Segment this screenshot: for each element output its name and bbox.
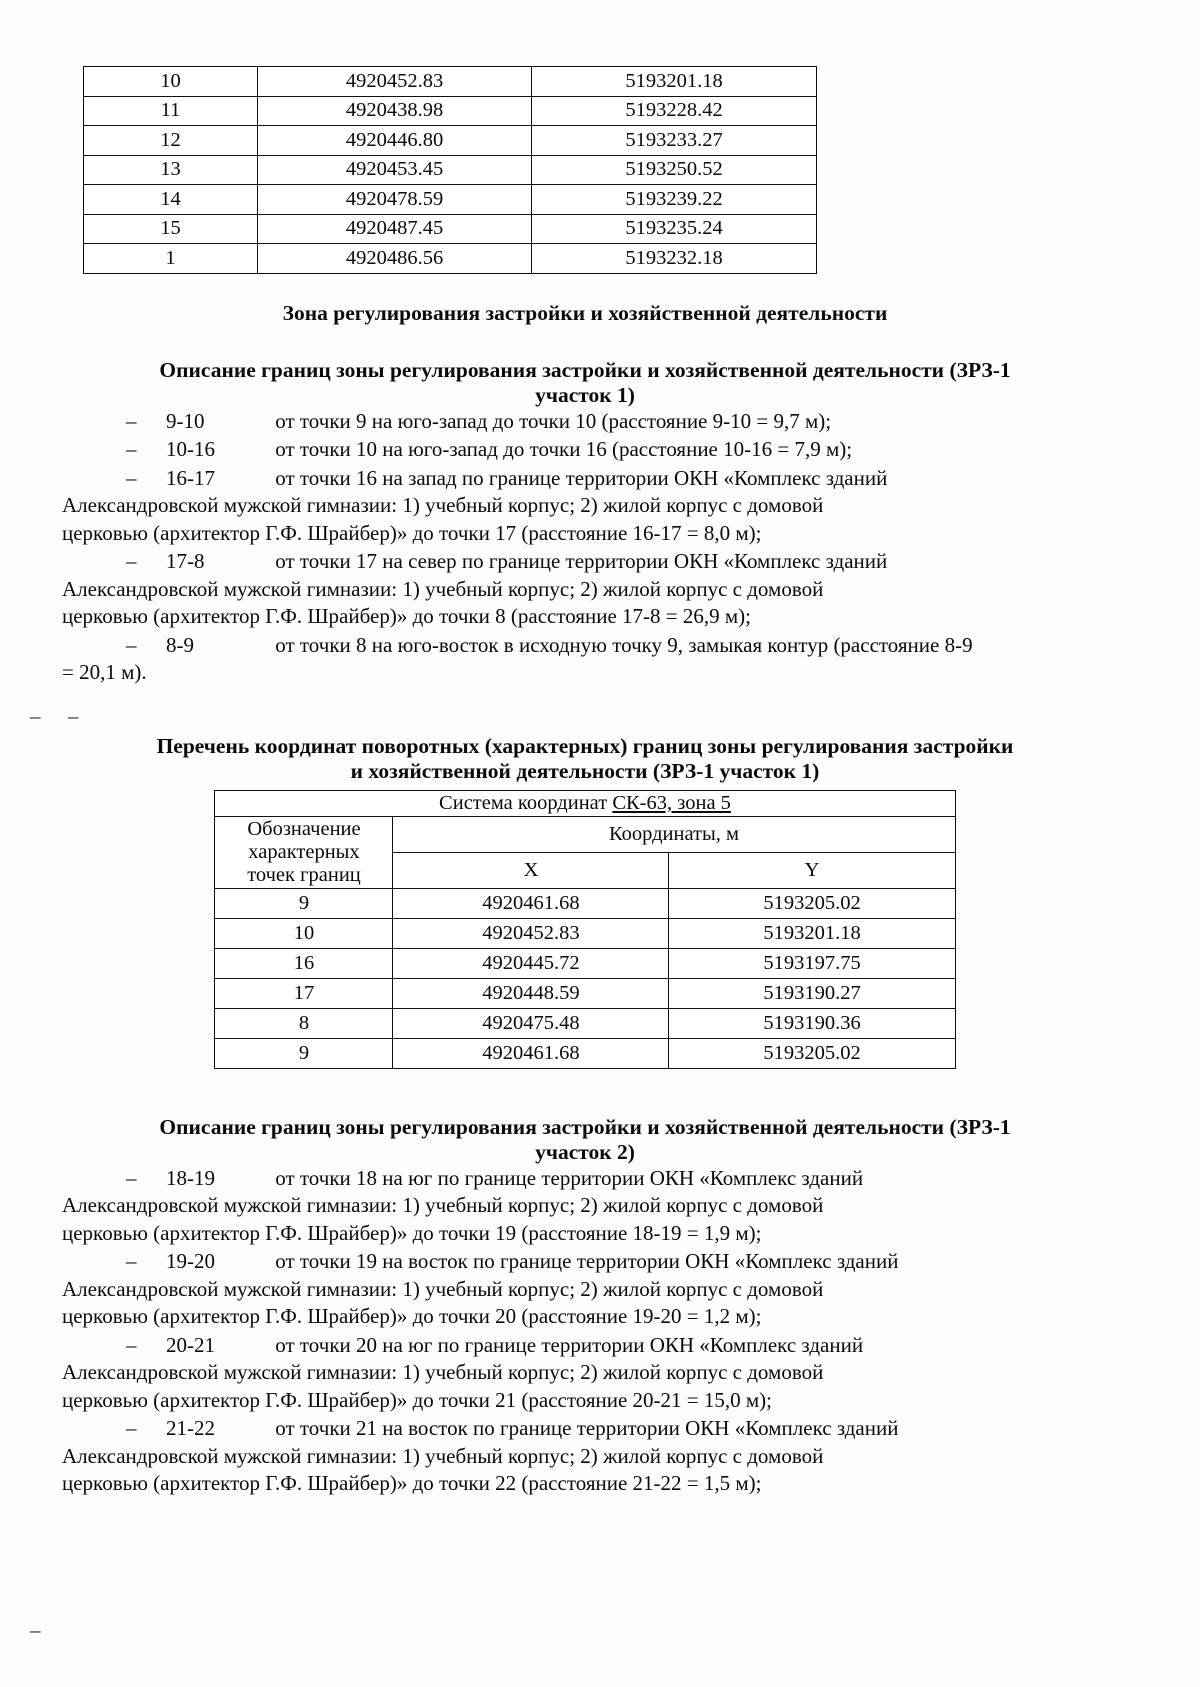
segment-text-line2: Александровской мужской гимназии: 1) учебный корпус; 2) жилой корпус с домовой [62, 576, 824, 601]
cell-point: 9 [215, 1038, 393, 1068]
header-x: X [393, 852, 669, 888]
segment-code: 9-10 [166, 408, 205, 433]
segment-text-line2: Александровской мужской гимназии: 1) учебный корпус; 2) жилой корпус с домовой [62, 493, 824, 518]
list-item [62, 632, 1050, 687]
segment-text-line3: церковью (архитектор Г.Ф. Шрайбер)» до точки 19 (расстояние 18-19 = 1,9 м); [62, 1220, 762, 1245]
table-header-row-system [215, 790, 955, 816]
system-value: СК-63, зона 5 [612, 791, 731, 814]
cell-point: 12 [84, 126, 258, 156]
list-bullet-dash: – [126, 437, 137, 462]
list-bullet-dash: – [126, 1332, 137, 1357]
segment-text-line1: от точки 21 на восток по границе территории ОКН «Комплекс зданий [275, 1416, 899, 1441]
list-item [62, 1248, 1050, 1331]
segment-code: 18-19 [166, 1165, 215, 1190]
heading-zrz1-plot1-line1: Описание границ зоны регулирования застройки и хозяйственной деятельности (ЗРЗ-1 [159, 357, 1011, 382]
margin-dash-artifact-bottom: – [30, 1618, 41, 1642]
segment-text-line3: церковью (архитектор Г.Ф. Шрайбер)» до точки 22 (расстояние 21-22 = 1,5 м); [62, 1471, 762, 1496]
heading-zrz1-plot2-line1: Описание границ зоны регулирования застройки и хозяйственной деятельности (ЗРЗ-1 [159, 1114, 1011, 1139]
cell-x: 4920438.98 [258, 96, 532, 126]
cell-x: 4920475.48 [393, 1008, 669, 1038]
segment-text: от точки 10 на юго-запад до точки 16 (расстояние 10-16 = 7,9 м); [275, 437, 853, 462]
margin-dash-artifact-left: – [30, 704, 41, 728]
cell-x: 4920486.56 [258, 244, 532, 274]
cell-point: 10 [84, 67, 258, 97]
document-body [62, 300, 1050, 1499]
segment-code: 17-8 [166, 549, 205, 574]
table-row [215, 1008, 955, 1038]
list-bullet-dash: – [126, 549, 137, 574]
cell-point: 10 [215, 918, 393, 948]
cell-y: 5193190.36 [669, 1008, 955, 1038]
cell-point: 14 [84, 185, 258, 215]
segment-text-line2: Александровской мужской гимназии: 1) учебный корпус; 2) жилой корпус с домовой [62, 1276, 824, 1301]
cell-point: 16 [215, 948, 393, 978]
header-designation-line1: Обозначение [247, 817, 361, 840]
list-bullet-dash: – [126, 1249, 137, 1274]
segment-text-line1: от точки 17 на север по границе территории ОКН «Комплекс зданий [275, 549, 888, 574]
table-body [84, 67, 817, 274]
segment-text-line2: Александровской мужской гимназии: 1) учебный корпус; 2) жилой корпус с домовой [62, 1360, 824, 1385]
segment-text-line3: церковью (архитектор Г.Ф. Шрайбер)» до точки 8 (расстояние 17-8 = 26,9 м); [62, 604, 751, 629]
cell-point: 15 [84, 214, 258, 244]
table-row [215, 918, 955, 948]
heading-coords-line1: Перечень координат поворотных (характерных) границ зоны регулирования застройки [156, 733, 1014, 758]
coordinates-table-zrz1-plot1 [214, 790, 955, 1069]
segment-text-line2: Александровской мужской гимназии: 1) учебный корпус; 2) жилой корпус с домовой [62, 1193, 824, 1218]
table-row [84, 155, 817, 185]
table-header-row-groups [215, 816, 955, 852]
segment-text-line3: церковью (архитектор Г.Ф. Шрайбер)» до точки 17 (расстояние 16-17 = 8,0 м); [62, 520, 762, 545]
segment-code: 21-22 [166, 1416, 215, 1441]
header-designation-line3: точек границ [247, 863, 361, 886]
cell-y: 5193205.02 [669, 1038, 955, 1068]
cell-point: 17 [215, 978, 393, 1008]
cell-x: 4920452.83 [258, 67, 532, 97]
segment-text-line1: от точки 16 на запад по границе территории ОКН «Комплекс зданий [275, 465, 888, 490]
cell-y: 5193201.18 [532, 67, 817, 97]
table-body [215, 888, 955, 1068]
cell-y: 5193239.22 [532, 185, 817, 215]
cell-y: 5193250.52 [532, 155, 817, 185]
table-row [84, 67, 817, 97]
table-row [215, 978, 955, 1008]
table-row [84, 126, 817, 156]
cell-x: 4920445.72 [393, 948, 669, 978]
list-item [62, 1165, 1050, 1248]
list-item [62, 1332, 1050, 1415]
cell-point: 9 [215, 888, 393, 918]
cell-y: 5193190.27 [669, 978, 955, 1008]
cell-y: 5193228.42 [532, 96, 817, 126]
list-bullet-dash: – [126, 465, 137, 490]
segment-text-line1: от точки 20 на юг по границе территории ОКН «Комплекс зданий [275, 1332, 864, 1357]
boundary-list-plot2 [62, 1165, 1050, 1498]
table-head [215, 790, 955, 888]
segment-text-line2: = 20,1 м). [62, 660, 147, 685]
segment-text: от точки 9 на юго-запад до точки 10 (расстояние 9-10 = 9,7 м); [275, 408, 832, 433]
list-item [120, 436, 1050, 464]
list-bullet-dash: – [126, 408, 137, 433]
segment-text-line1: от точки 18 на юг по границе территории ОКН «Комплекс зданий [275, 1165, 864, 1190]
table-row [215, 888, 955, 918]
segment-code: 16-17 [166, 465, 215, 490]
cell-x: 4920452.83 [393, 918, 669, 948]
segment-code: 20-21 [166, 1332, 215, 1357]
boundary-list-plot1 [62, 408, 1050, 687]
header-designation-line2: характерных [248, 840, 360, 863]
table-row [215, 948, 955, 978]
cell-point: 1 [84, 244, 258, 274]
coordinates-table-continued [83, 66, 817, 274]
cell-x: 4920478.59 [258, 185, 532, 215]
cell-y: 5193235.24 [532, 214, 817, 244]
cell-x: 4920461.68 [393, 888, 669, 918]
list-item [120, 408, 1050, 436]
header-coordinate-system [215, 790, 955, 816]
cell-point: 13 [84, 155, 258, 185]
cell-point: 11 [84, 96, 258, 126]
cell-y: 5193205.02 [669, 888, 955, 918]
segment-text-line1: от точки 19 на восток по границе территории ОКН «Комплекс зданий [275, 1249, 899, 1274]
margin-dash-artifact-right: – [68, 704, 79, 728]
cell-y: 5193232.18 [532, 244, 817, 274]
heading-coords-line2: и хозяйственной деятельности (ЗРЗ-1 участок 1) [350, 758, 820, 783]
segment-code: 19-20 [166, 1249, 215, 1274]
list-item [62, 1415, 1050, 1498]
cell-x: 4920446.80 [258, 126, 532, 156]
table-row [215, 1038, 955, 1068]
cell-y: 5193233.27 [532, 126, 817, 156]
system-prefix: Система координат [439, 791, 613, 814]
segment-text-line3: церковью (архитектор Г.Ф. Шрайбер)» до точки 20 (расстояние 19-20 = 1,2 м); [62, 1304, 762, 1329]
cell-y: 5193197.75 [669, 948, 955, 978]
list-bullet-dash: – [126, 1165, 137, 1190]
cell-x: 4920487.45 [258, 214, 532, 244]
header-y: Y [669, 852, 955, 888]
table-row [84, 244, 817, 274]
segment-code: 8-9 [166, 632, 194, 657]
heading-zrz1-plot1-line2: участок 1) [535, 382, 635, 407]
table-row [84, 185, 817, 215]
table-row [84, 214, 817, 244]
header-designation [215, 816, 393, 888]
segment-text-line1: от точки 8 на юго-восток в исходную точку 9, замыкая контур (расстояние 8-9 [275, 632, 973, 657]
list-item [62, 548, 1050, 631]
cell-x: 4920461.68 [393, 1038, 669, 1068]
page-title: Зона регулирования застройки и хозяйственной деятельности [282, 301, 888, 325]
cell-x: 4920453.45 [258, 155, 532, 185]
cell-point: 8 [215, 1008, 393, 1038]
segment-text-line3: церковью (архитектор Г.Ф. Шрайбер)» до точки 21 (расстояние 20-21 = 15,0 м); [62, 1387, 772, 1412]
segment-text-line2: Александровской мужской гимназии: 1) учебный корпус; 2) жилой корпус с домовой [62, 1443, 824, 1468]
list-bullet-dash: – [126, 632, 137, 657]
header-coordinates: Координаты, м [393, 816, 955, 852]
cell-x: 4920448.59 [393, 978, 669, 1008]
table-row [84, 96, 817, 126]
segment-code: 10-16 [166, 437, 215, 462]
list-item [62, 465, 1050, 548]
list-bullet-dash: – [126, 1416, 137, 1441]
cell-y: 5193201.18 [669, 918, 955, 948]
heading-zrz1-plot2-line2: участок 2) [535, 1139, 635, 1164]
